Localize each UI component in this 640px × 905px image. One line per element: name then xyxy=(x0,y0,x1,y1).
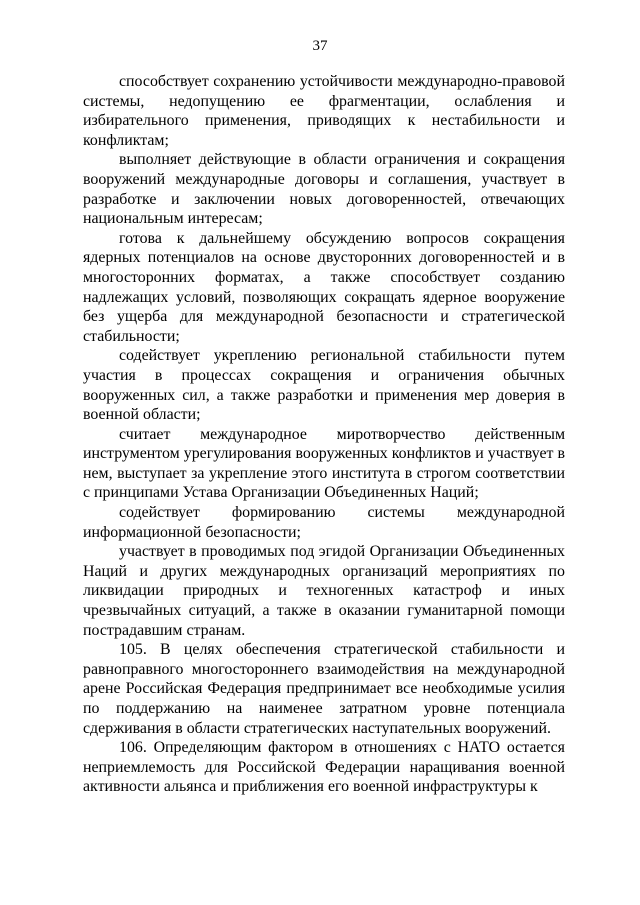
paragraph-106: 106. Определяющим фактором в отношениях с НАТО остается неприемлемость для Российской Федерации наращивания военной активности альянса и приближения его военной инфраструктуры к xyxy=(83,739,565,796)
body-text xyxy=(83,72,565,797)
paragraph: готова к дальнейшему обсуждению вопросов сокращения ядерных потенциалов на основе двусторонних договоренностей и в многосторонних форматах, а также способствует созданию надлежащих условий, позволяющих сокращать ядерное вооружение без ущерба для международной безопасности и стратегической стабильности; xyxy=(83,229,565,345)
paragraph: содействует формированию системы международной информационной безопасности; xyxy=(83,504,565,541)
page-number: 37 xyxy=(312,38,328,54)
paragraph: участвует в проводимых под эгидой Организации Объединенных Наций и других международных организаций мероприятиях по ликвидации природных и техногенных катастроф и иных чрезвычайных ситуаций, а также в оказании гуманитарной помощи пострадавшим странам. xyxy=(83,543,565,639)
paragraph: выполняет действующие в области ограничения и сокращения вооружений международные договоры и соглашения, участвует в разработке и заключении новых договоренностей, отвечающих национальным интересам; xyxy=(83,151,565,228)
paragraph: считает международное миротворчество действенным инструментом урегулирования вооруженных конфликтов и участвует в нем, выступает за укрепление этого института в строгом соответствии с принципами Устава Организации Объединенных Наций; xyxy=(83,425,565,502)
paragraph: содействует укреплению региональной стабильности путем участия в процессах сокращения и ограничения обычных вооруженных сил, а также разработки и применения мер доверия в военной области; xyxy=(83,347,565,424)
paragraph: способствует сохранению устойчивости международно-правовой системы, недопущению ее фрагментации, ослабления и избирательного применения, приводящих к нестабильности и конфликтам; xyxy=(83,73,565,149)
paragraph-105: 105. В целях обеспечения стратегической стабильности и равноправного многостороннего взаимодействия на международной арене Российская Федерация предпринимает все необходимые усилия по поддержанию на наименее затратном уровне потенциала сдерживания в области стратегических наступательных вооружений. xyxy=(83,641,565,737)
